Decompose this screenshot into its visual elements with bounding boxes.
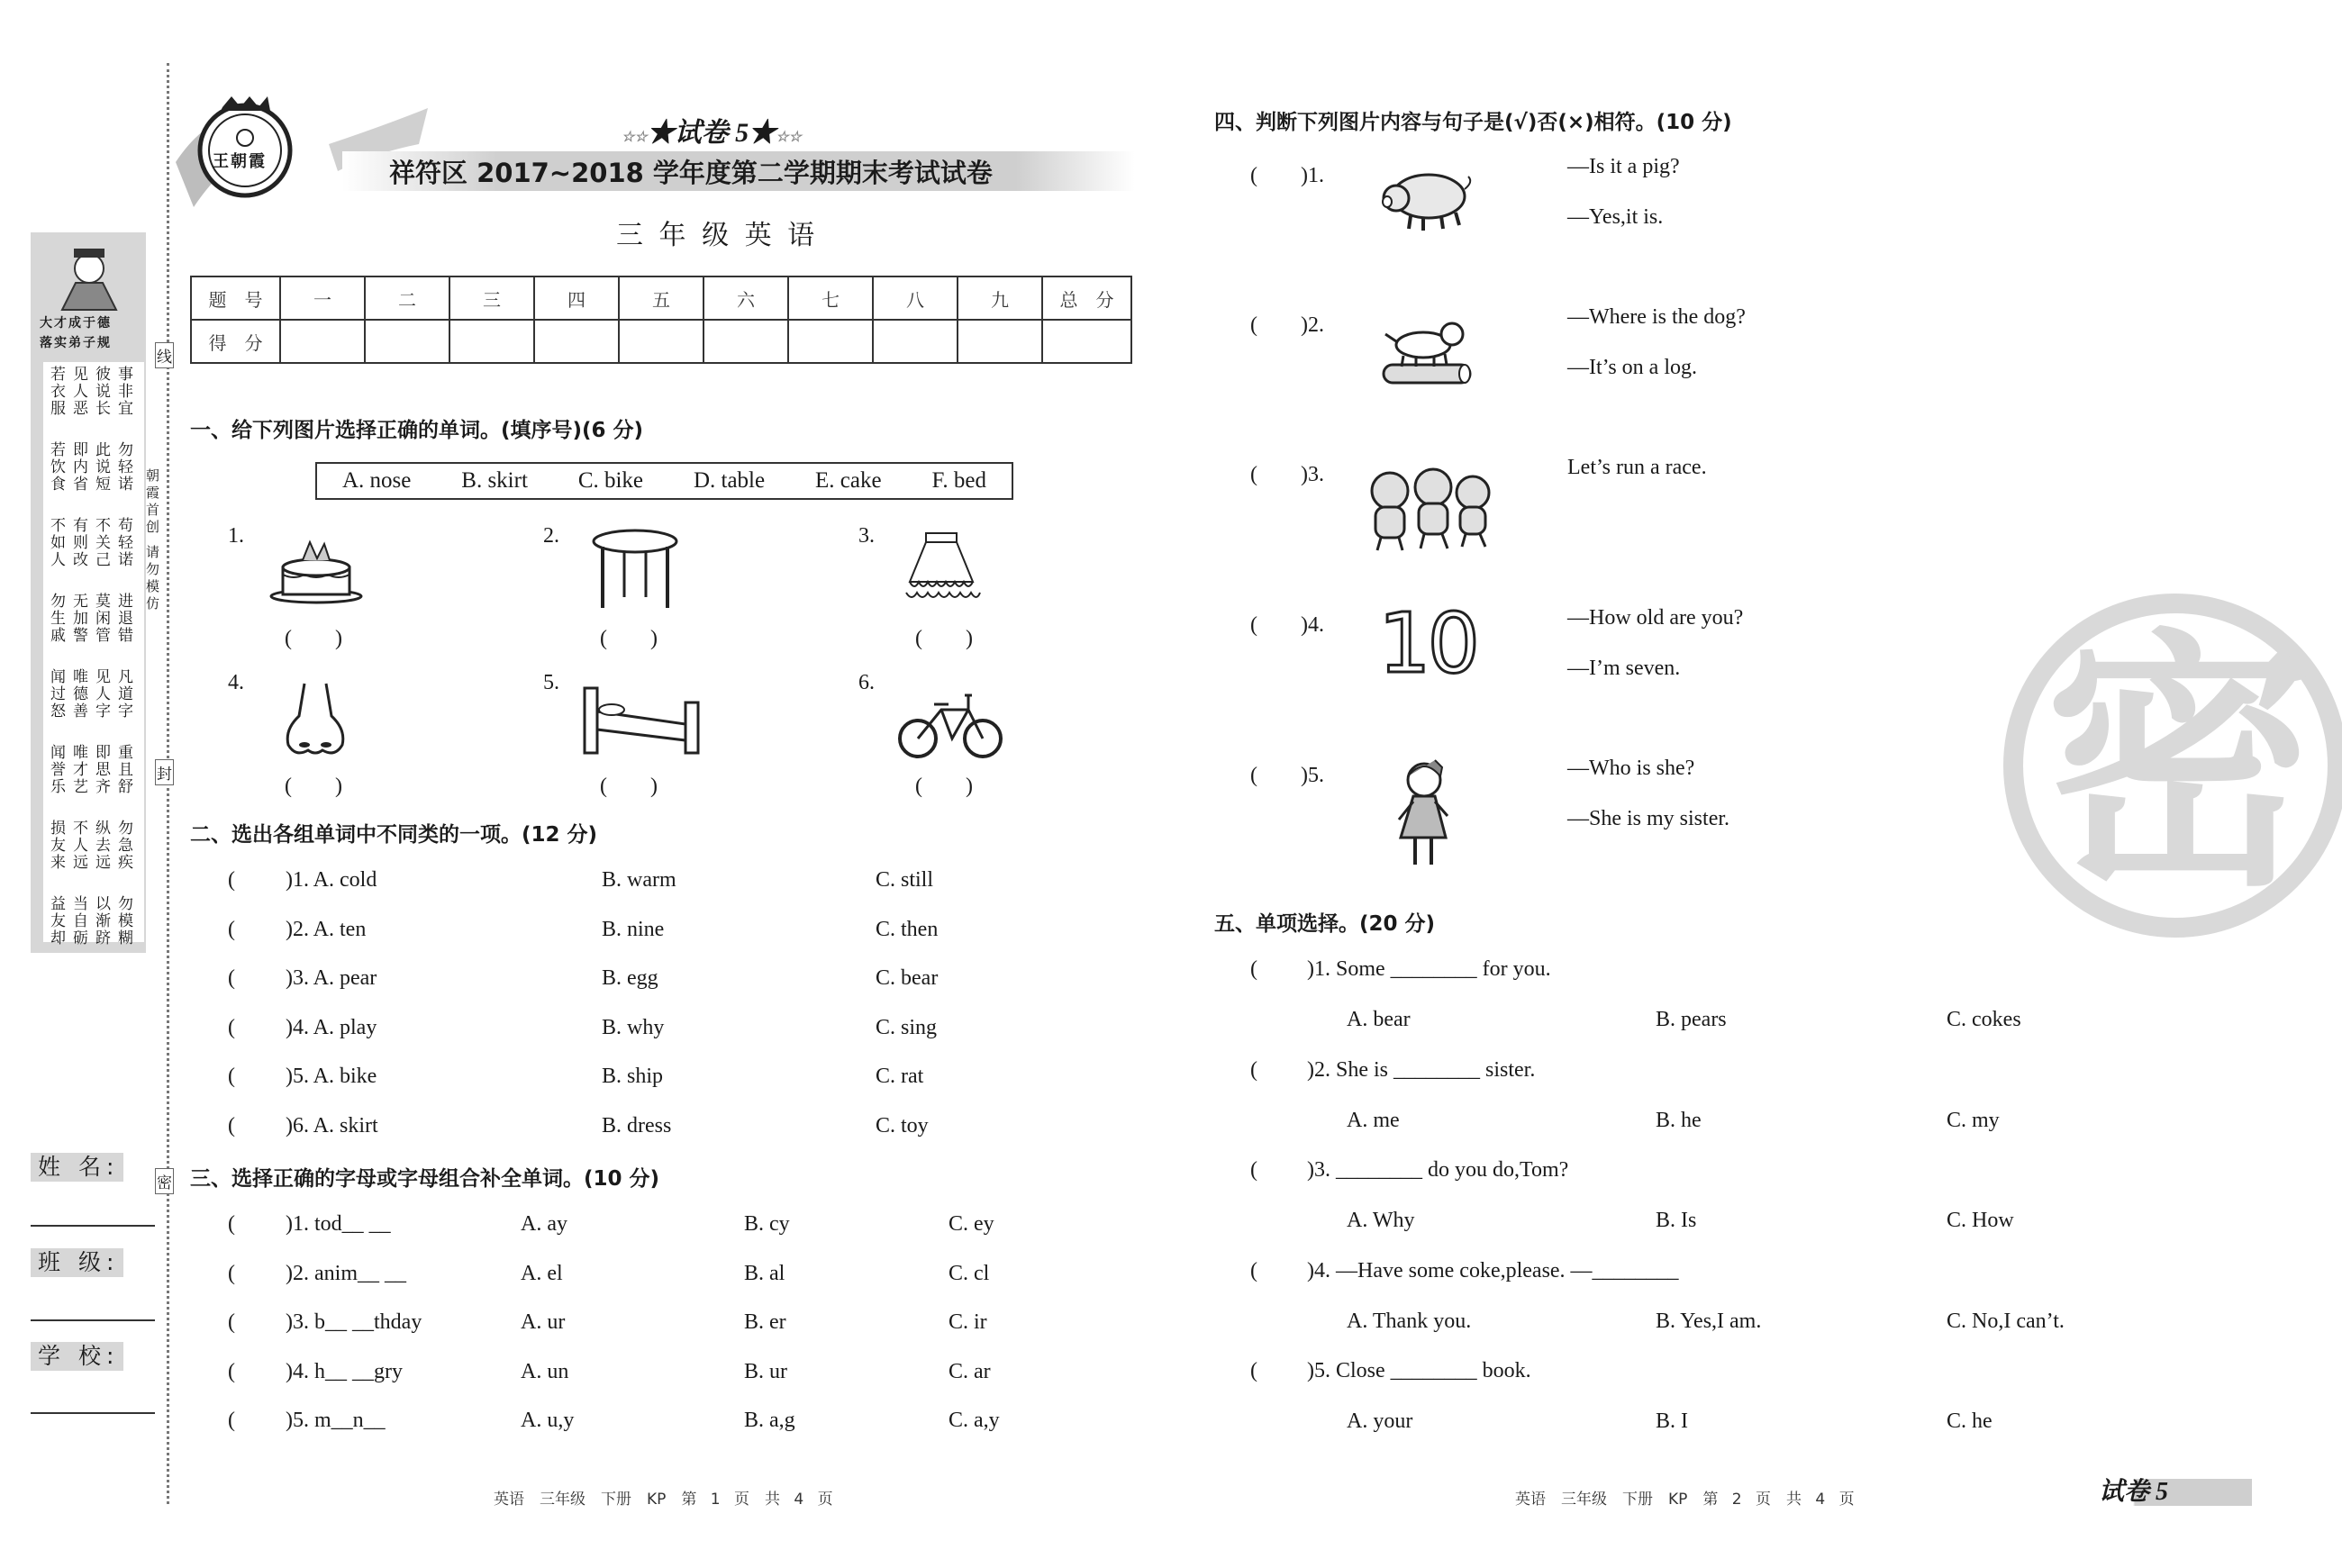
table-icon: [590, 527, 680, 613]
answer-blank[interactable]: (: [1250, 1359, 1257, 1382]
rule-column: 以渐跻: [92, 895, 110, 947]
rule-column: 当自砺: [69, 895, 87, 947]
score-header-cell: 七: [788, 276, 873, 320]
question-option-a: A. your: [1347, 1409, 1413, 1433]
answer-blank[interactable]: ( ): [915, 627, 973, 650]
score-header-cell: 九: [958, 276, 1042, 320]
score-cell[interactable]: [788, 320, 873, 363]
score-header-cell: 二: [365, 276, 449, 320]
question-option-a: A. ur: [521, 1310, 566, 1334]
answer-blank[interactable]: (: [228, 1310, 235, 1334]
question-option-b: B. Yes,I am.: [1656, 1309, 1762, 1333]
question-stem: )4. h__ __gry: [286, 1359, 403, 1383]
section5-title: 五、单项选择。(20 分): [1214, 912, 1436, 936]
answer-blank[interactable]: (: [1250, 957, 1257, 981]
question-stem: )2. anim__ __: [286, 1261, 406, 1285]
rule-column: 勿轻诺: [114, 441, 132, 493]
question-option-c: C. How: [1947, 1209, 2014, 1232]
name-label: 姓 名:: [31, 1153, 123, 1182]
answer-blank[interactable]: (: [1250, 1258, 1257, 1282]
question-option-a: )1. A. cold: [286, 868, 377, 892]
picture-item-number: 6.: [858, 671, 875, 694]
question-option-c: C. cokes: [1947, 1008, 2021, 1031]
rule-column: 彼说长: [92, 366, 110, 417]
question-option-b: B. a,g: [744, 1409, 795, 1432]
judge-item-5[interactable]: ( )5.: [1250, 764, 1324, 787]
question-stem: )3. ________ do you do,Tom?: [1307, 1158, 1569, 1182]
rule-column: 即思齐: [92, 744, 110, 795]
dialogue-line: —Is it a pig?: [1567, 155, 1680, 178]
copyright-note: 朝霞首创 请勿模仿: [144, 468, 160, 613]
answer-blank[interactable]: (: [228, 1065, 235, 1088]
rule-column: 此说短: [92, 441, 110, 493]
question-option-b: B. ship: [602, 1065, 664, 1088]
dialogue-line: —Yes,it is.: [1567, 205, 1664, 229]
section3-title: 三、选择正确的字母或字母组合补全单词。(10 分): [190, 1167, 660, 1191]
option-a: A. nose: [341, 468, 412, 493]
question-option-a: A. me: [1347, 1108, 1400, 1132]
score-header-label: 题 号: [191, 276, 280, 320]
cut-mark-seal: 封: [155, 759, 174, 785]
rule-column: 若衣服: [47, 366, 65, 417]
picture-item-number: 3.: [858, 524, 875, 548]
score-header-cell: 六: [704, 276, 788, 320]
class-label: 班 级:: [31, 1248, 123, 1277]
class-field[interactable]: [31, 1319, 155, 1321]
exam-title: 祥符区 2017~2018 学年度第二学期期末考试试卷: [389, 158, 993, 188]
score-header-cell: 四: [534, 276, 619, 320]
dialogue-line: —It’s on a log.: [1567, 356, 1697, 379]
question-option-b: B. Is: [1656, 1209, 1697, 1232]
series-label: ☆☆★试卷 5★☆☆: [622, 118, 802, 148]
picture-item-number: 2.: [543, 524, 559, 548]
pigs-running-icon: [1365, 464, 1495, 554]
score-header-cell: 八: [873, 276, 958, 320]
answer-blank[interactable]: ( ): [600, 627, 658, 650]
judge-item-1[interactable]: ( )1.: [1250, 164, 1324, 187]
school-label: 学 校:: [31, 1342, 123, 1371]
bike-icon: [896, 683, 1004, 764]
question-option-a: )4. A. play: [286, 1015, 377, 1039]
question-option-c: C. ir: [949, 1310, 987, 1334]
judge-item-4[interactable]: ( )4.: [1250, 613, 1324, 637]
rule-column: 不关己: [92, 517, 110, 568]
rules-text-block: [43, 362, 144, 947]
question-option-a: A. el: [521, 1261, 563, 1285]
answer-blank[interactable]: (: [228, 1113, 235, 1137]
question-stem: )5. Close ________ book.: [1307, 1359, 1531, 1382]
rule-column: 益友却: [47, 895, 65, 947]
rule-column: 重且舒: [114, 744, 132, 795]
score-cell[interactable]: [280, 320, 365, 363]
question-stem: )1. tod__ __: [286, 1212, 391, 1236]
school-field[interactable]: [31, 1412, 155, 1414]
question-stem: )2. She is ________ sister.: [1307, 1057, 1536, 1082]
question-option-b: B. egg: [602, 966, 658, 990]
question-option-c: C. sing: [876, 1015, 938, 1039]
question-option-b: B. ur: [744, 1359, 787, 1383]
question-stem: )4. —Have some coke,please. —________: [1307, 1258, 1679, 1282]
section4-title: 四、判断下列图片内容与句子是(√)否(×)相符。(10 分): [1214, 111, 1732, 134]
question-stem: )5. m__n__: [286, 1409, 386, 1432]
answer-blank[interactable]: (: [1250, 1057, 1257, 1082]
picture-item-number: 1.: [228, 524, 244, 548]
judge-item-3[interactable]: ( )3.: [1250, 463, 1324, 486]
girl-icon: [1392, 757, 1455, 874]
cake-icon: [267, 533, 366, 605]
rule-column: 闻誉乐: [47, 744, 65, 795]
question-option-c: C. he: [1947, 1409, 1993, 1433]
score-header-cell: 五: [619, 276, 704, 320]
question-option-a: A. u,y: [521, 1409, 575, 1432]
section1-title: 一、给下列图片选择正确的单词。(填序号)(6 分): [190, 419, 644, 442]
question-option-a: A. un: [521, 1359, 569, 1383]
answer-blank[interactable]: (: [228, 1261, 235, 1285]
option-d: D. table: [693, 468, 766, 493]
score-header-cell: 三: [449, 276, 534, 320]
score-row-label: 得 分: [191, 320, 280, 363]
dialogue-line: —Where is the dog?: [1567, 305, 1746, 329]
pig-icon: [1378, 162, 1477, 234]
answer-blank[interactable]: ( ): [915, 775, 973, 798]
dog-on-log-icon: [1378, 311, 1477, 387]
answer-blank[interactable]: ( ): [285, 775, 342, 798]
answer-blank[interactable]: (: [1250, 1158, 1257, 1182]
score-cell[interactable]: [449, 320, 534, 363]
score-header-cell: 总 分: [1042, 276, 1131, 320]
page-footer-left: 英语 三年级 下册 KP 第 1 页 共 4 页: [494, 1491, 833, 1509]
score-table-score-row: [191, 320, 1131, 363]
question-option-c: C. toy: [876, 1113, 929, 1137]
score-table-header-row: [191, 276, 1131, 320]
answer-blank[interactable]: ( ): [600, 775, 658, 798]
question-option-a: A. ay: [521, 1212, 567, 1236]
question-option-c: C. bear: [876, 966, 939, 990]
answer-blank[interactable]: (: [228, 1015, 235, 1039]
watermark-char: 密: [2045, 608, 2315, 922]
page-footer-right: 英语 三年级 下册 KP 第 2 页 共 4 页: [1515, 1491, 1855, 1509]
rule-column: 纵去远: [92, 820, 110, 871]
score-cell[interactable]: [619, 320, 704, 363]
question-option-a: )3. A. pear: [286, 966, 377, 990]
dialogue-line: Let’s run a race.: [1567, 456, 1707, 479]
cut-mark-secret: 密: [155, 1168, 174, 1194]
question-option-a: A. Thank you.: [1347, 1309, 1472, 1333]
question-option-a: A. bear: [1347, 1008, 1411, 1031]
question-option-a: )6. A. skirt: [286, 1113, 378, 1137]
question-option-a: )5. A. bike: [286, 1065, 377, 1088]
question-option-a: A. Why: [1347, 1209, 1415, 1232]
rule-column: 损友来: [47, 820, 65, 871]
question-option-c: C. ar: [949, 1359, 991, 1383]
footer-badge: 试卷 5: [2099, 1478, 2169, 1506]
question-option-b: B. he: [1656, 1108, 1702, 1132]
rule-column: 事非宜: [114, 366, 132, 417]
score-cell[interactable]: [958, 320, 1042, 363]
question-option-c: C. then: [876, 917, 939, 941]
question-stem: )3. b__ __thday: [286, 1310, 422, 1334]
picture-item-number: 4.: [228, 671, 244, 694]
rule-column: 勿模糊: [114, 895, 132, 947]
rule-column: 莫闲管: [92, 593, 110, 644]
skirt-icon: [901, 528, 982, 609]
question-option-c: C. my: [1947, 1108, 2000, 1132]
cut-mark-line: 线: [155, 342, 174, 368]
rule-column: 唯才艺: [69, 744, 87, 795]
option-e: E. cake: [815, 468, 882, 493]
answer-blank[interactable]: (: [228, 966, 235, 990]
option-b: B. skirt: [461, 468, 528, 493]
rule-column: 闻过怒: [47, 668, 65, 720]
dialogue-line: —How old are you?: [1567, 606, 1744, 630]
rule-column: 凡道字: [114, 668, 132, 720]
rule-column: 不人远: [69, 820, 87, 871]
answer-blank[interactable]: (: [228, 917, 235, 941]
exam-subtitle: 三 年 级 英 语: [616, 220, 819, 251]
score-cell[interactable]: [873, 320, 958, 363]
nose-icon: [279, 680, 351, 761]
rule-column: 勿生戚: [47, 593, 65, 644]
question-option-b: B. dress: [602, 1113, 672, 1137]
score-header-cell: 一: [280, 276, 365, 320]
rule-column: 苟轻诺: [114, 517, 132, 568]
name-field[interactable]: [31, 1225, 155, 1227]
score-table: [190, 276, 1132, 364]
dialogue-line: —Who is she?: [1567, 757, 1695, 780]
option-c: C. bike: [577, 468, 644, 493]
answer-blank[interactable]: (: [228, 1409, 235, 1432]
rule-column: 不如人: [47, 517, 65, 568]
number-ten-image: 10: [1378, 595, 1477, 692]
question-option-b: B. why: [602, 1015, 665, 1039]
dialogue-line: —I’m seven.: [1567, 657, 1681, 680]
answer-blank[interactable]: (: [228, 1212, 235, 1236]
question-stem: )1. Some ________ for you.: [1307, 957, 1551, 981]
score-cell[interactable]: [365, 320, 449, 363]
question-option-c: C. a,y: [949, 1409, 1000, 1432]
bed-icon: [581, 684, 703, 757]
question-option-c: C. ey: [949, 1212, 994, 1236]
scholar-icon: [49, 241, 130, 310]
rule-column: 即内省: [69, 441, 87, 493]
question-option-b: B. pears: [1656, 1008, 1727, 1031]
dialogue-line: —She is my sister.: [1567, 807, 1730, 830]
answer-blank[interactable]: ( ): [285, 627, 342, 650]
rule-column: 见人恶: [69, 366, 87, 417]
word-options-box: [315, 462, 1013, 500]
score-cell[interactable]: [534, 320, 619, 363]
section2-title: 二、选出各组单词中不同类的一项。(12 分): [190, 823, 598, 847]
picture-item-number: 5.: [543, 671, 559, 694]
question-option-b: B. er: [744, 1310, 786, 1334]
option-f: F. bed: [931, 468, 986, 493]
answer-blank[interactable]: (: [228, 1359, 235, 1383]
motto-line-2: 落实弟子规: [40, 336, 112, 350]
rule-column: 若饮食: [47, 441, 65, 493]
rule-column: 进退错: [114, 593, 132, 644]
motto-line-1: 大才成于德: [40, 316, 112, 331]
rule-column: 有则改: [69, 517, 87, 568]
score-cell[interactable]: [704, 320, 788, 363]
question-option-b: B. I: [1656, 1409, 1688, 1433]
question-option-c: C. No,I can’t.: [1947, 1309, 2065, 1333]
rule-column: 勿急疾: [114, 820, 132, 871]
rule-column: 无加警: [69, 593, 87, 644]
answer-blank[interactable]: (: [228, 868, 235, 892]
question-option-b: B. cy: [744, 1212, 790, 1236]
question-option-b: B. al: [744, 1261, 785, 1285]
question-option-a: )2. A. ten: [286, 917, 367, 941]
question-option-b: B. nine: [602, 917, 665, 941]
question-option-c: C. cl: [949, 1261, 990, 1285]
logo-text: 王朝霞: [213, 152, 267, 171]
question-option-c: C. still: [876, 868, 934, 892]
judge-item-2[interactable]: ( )2.: [1250, 313, 1324, 337]
rule-column: 见人字: [92, 668, 110, 720]
question-option-c: C. rat: [876, 1065, 924, 1088]
score-cell[interactable]: [1042, 320, 1131, 363]
rule-column: 唯德善: [69, 668, 87, 720]
question-option-b: B. warm: [602, 868, 676, 892]
